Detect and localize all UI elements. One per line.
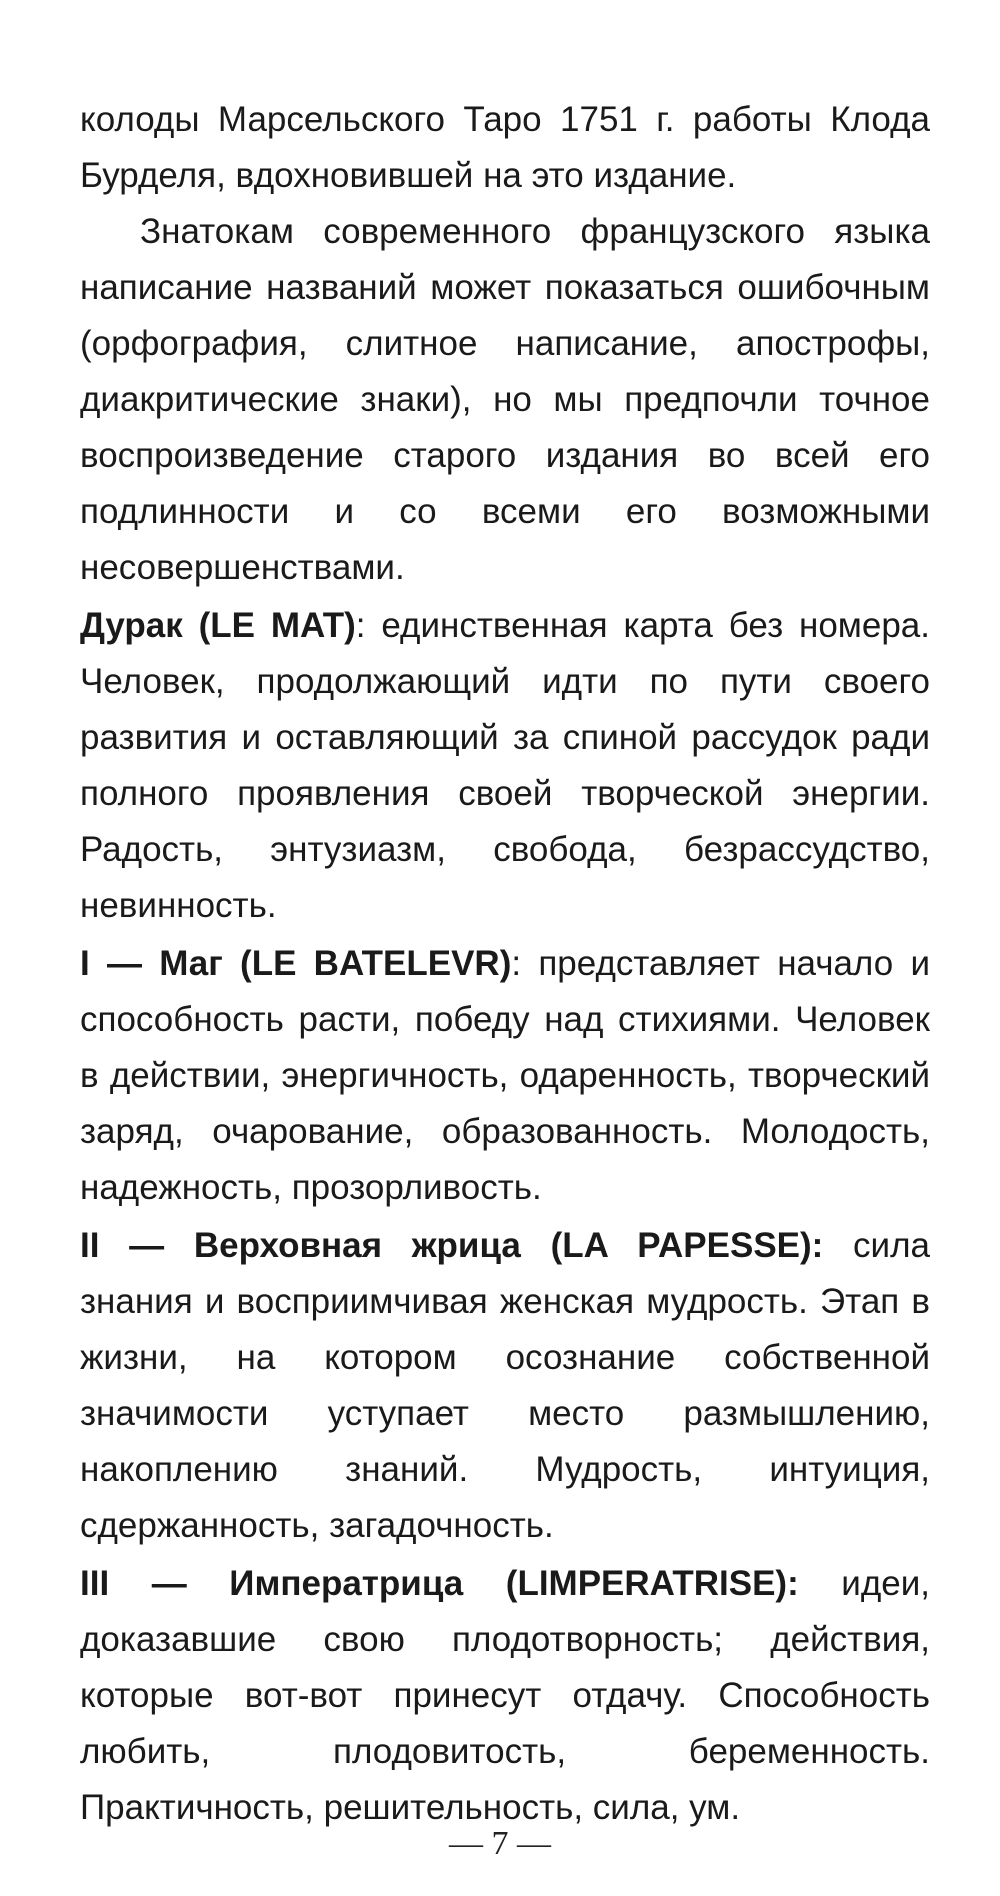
- entry-term: I — Маг (LE BATELEVR): [80, 944, 512, 983]
- intro-paragraph: Знатокам современного французского языка написание названий может показаться ошибочным (орфография, слитное написание, апострофы, диакритические знаки), но мы предпочли точное воспроизведение старого издания во всей его подлинности и со всеми его возможными несовершенствами.: [80, 212, 930, 587]
- document-page: [80, 92, 930, 1836]
- entry-separator: :: [355, 606, 366, 645]
- entry-term: III — Императрица (LIMPERATRISE):: [80, 1564, 799, 1603]
- page-number: — 7 —: [449, 1825, 551, 1862]
- entry-term: II — Верховная жрица (LA PAPESSE):: [80, 1226, 824, 1265]
- entry-le-mat: [80, 598, 930, 934]
- entry-text: сила знания и восприимчивая женская мудрость. Этап в жизни, на котором осознание собственной значимости уступает место размышлению, накоплению знаний. Мудрость, интуиция, сдержанность, загадочность.: [80, 1226, 930, 1545]
- entry-text: представляет начало и способность расти, победу над стихиями. Человек в действии, энергичность, одаренность, творческий заряд, очарование, образованность. Молодость, надежность, прозорливость.: [80, 944, 930, 1207]
- entry-le-batelevr: [80, 936, 930, 1216]
- entry-text: идеи, доказавшие свою плодотворность; действия, которые вот-вот принесут отдачу. Способность любить, плодовитость, беременность. Практичность, решительность, сила, ум.: [80, 1564, 931, 1827]
- entry-limperatrise: [80, 1556, 930, 1836]
- entry-separator: :: [511, 944, 522, 983]
- entry-text: единственная карта без номера. Человек, продолжающий идти по пути своего развития и оставляющий за спиной рассудок ради полного проявления своей творческой энергии. Радость, энтузиазм, свобода, безрассудство, невинность.: [80, 606, 930, 925]
- entry-la-papesse: [80, 1218, 930, 1554]
- entry-term: Дурак (LE MAT): [80, 606, 356, 645]
- intro-continuation: колоды Марсельского Таро 1751 г. работы Клода Бурделя, вдохновившей на это издание.: [80, 100, 930, 195]
